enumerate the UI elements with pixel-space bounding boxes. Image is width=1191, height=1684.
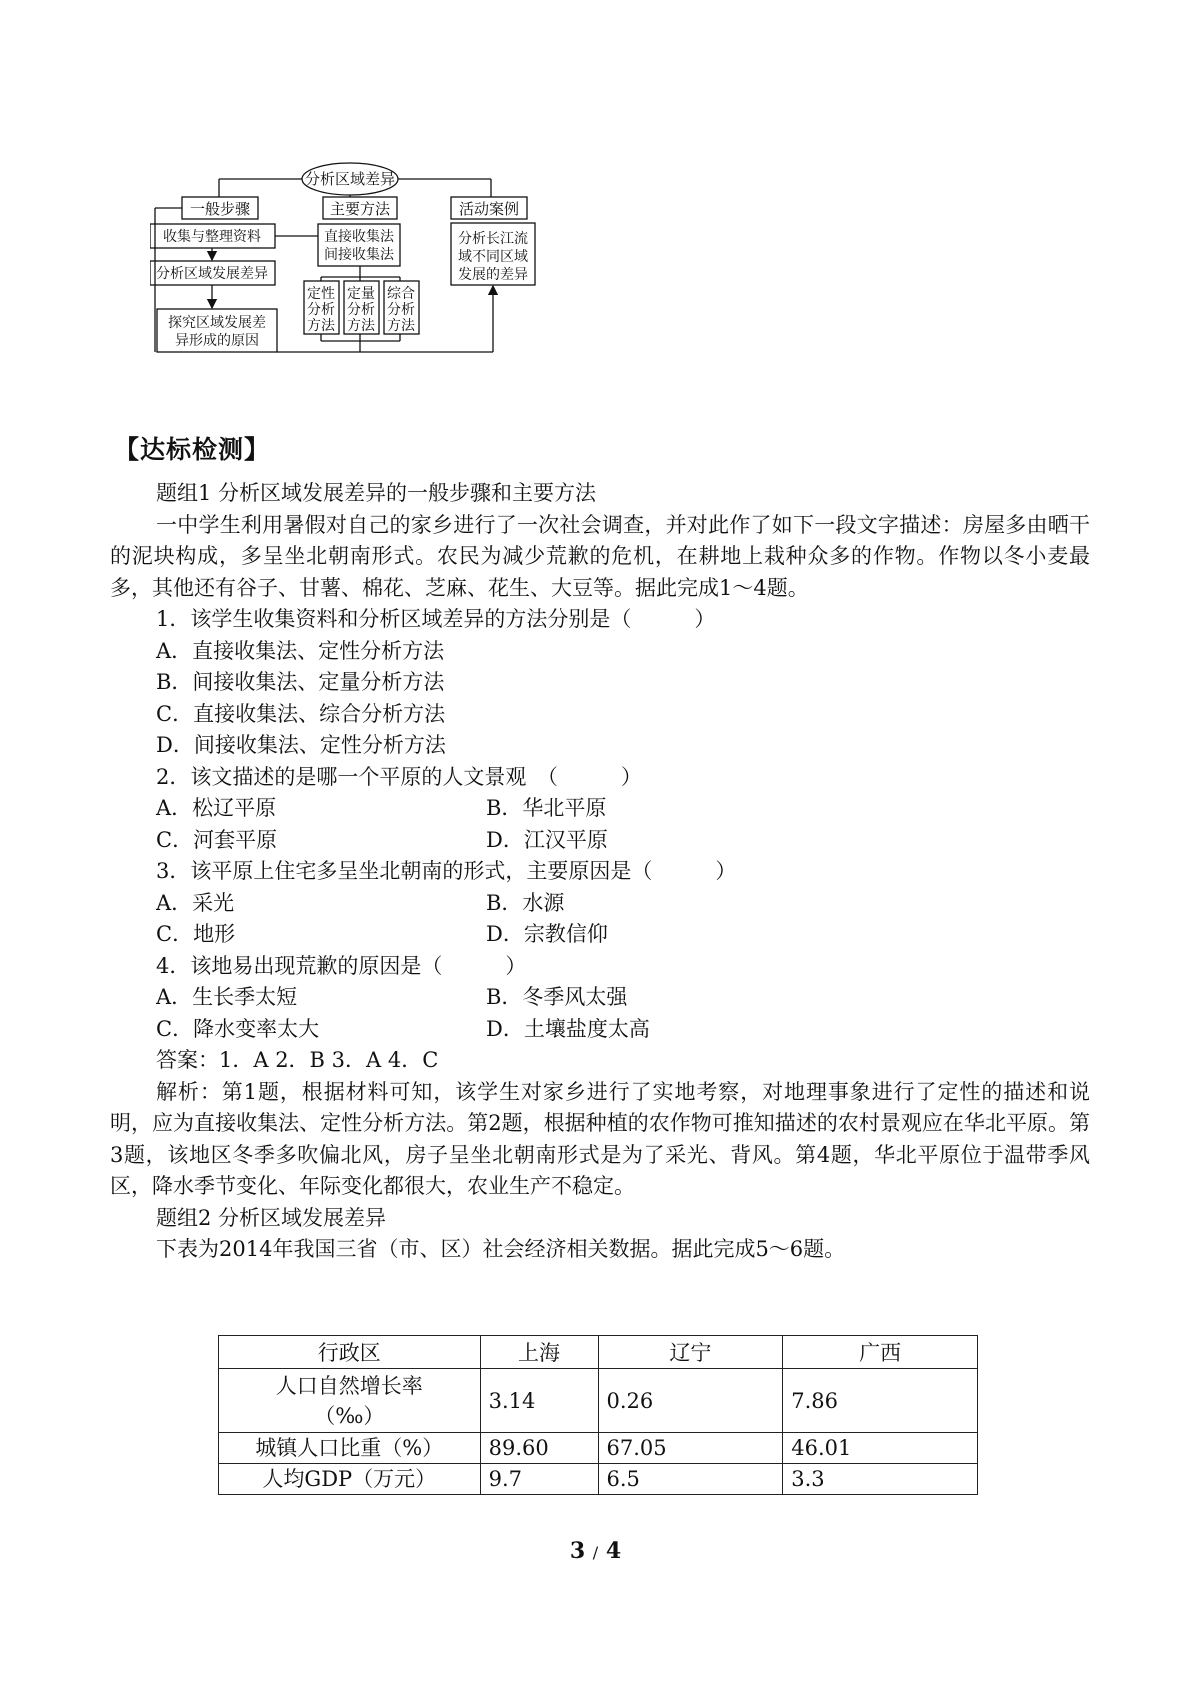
table-header-cell: 广西 (783, 1336, 978, 1369)
flowchart-svg (150, 160, 550, 392)
q4-options-row2 (110, 1014, 1090, 1046)
diagram-m3-l2: 分析 (387, 302, 415, 318)
q1-stem: 1．该学生收集资料和分析区域差异的方法分别是（ ） (156, 607, 716, 631)
table-header-cell: 行政区 (219, 1336, 481, 1369)
question-content (110, 478, 1090, 1266)
table-header-cell: 上海 (480, 1336, 598, 1369)
page-separator: / (592, 1543, 599, 1562)
diagram-m2-l1: 定量 (347, 286, 375, 302)
diagram-m3-l3: 方法 (387, 318, 415, 334)
q3-option-a: A．采光 (156, 890, 235, 915)
diagram-step1: 收集与整理资料 (163, 229, 261, 245)
q1-option-a: A．直接收集法、定性分析方法 (156, 638, 445, 663)
diagram-top-label: 分析区域差异 (304, 170, 396, 188)
table-cell: 3.3 (783, 1464, 978, 1495)
group1-intro: 一中学生利用暑假对自己的家乡进行了一次社会调查，并对此作了如下一段文字描述：房屋多由晒干的泥块构成，多呈坐北朝南形式。农民为减少荒歉的危机，在耕地上栽种众多的作物。作物以冬小麦最多，其他还有谷子、甘薯、棉花、芝麻、花生、大豆等。据此完成1～4题。 (110, 512, 1090, 600)
table-row (219, 1433, 978, 1464)
q3-option-b: B．水源 (486, 890, 565, 915)
q2-options-row1 (110, 793, 1090, 825)
q4-option-b: B．冬季风太强 (486, 985, 628, 1009)
q2-option-a: A．松辽平原 (156, 796, 277, 820)
table-cell: 9.7 (480, 1464, 598, 1495)
q1-option-b: B．间接收集法、定量分析方法 (156, 670, 445, 694)
diagram-steps-label: 一般步骤 (189, 200, 251, 218)
diagram-case-l3: 发展的差异 (458, 267, 528, 283)
diagram-case-l2: 域不同区域 (458, 249, 528, 265)
page-total: 4 (605, 1538, 622, 1564)
page-number (0, 1538, 1191, 1564)
group2-intro: 下表为2014年我国三省（市、区）社会经济相关数据。据此完成5～6题。 (156, 1237, 846, 1261)
diagram-m1-l2: 分析 (307, 302, 335, 318)
table-cell: 89.60 (480, 1433, 598, 1464)
diagram-m2-l3: 方法 (347, 318, 375, 334)
q2-stem: 2．该文描述的是哪一个平原的人文景观 （ ） (156, 764, 642, 789)
analysis-paragraph: 解析：第1题，根据材料可知，该学生对家乡进行了实地考察，对地理事象进行了定性的描述和说明，应为直接收集法、定性分析方法。第2题，根据种植的农作物可推知描述的农村景观应在华北平原。第3题，该地区冬季多吹偏北风，房子呈坐北朝南形式是为了采光、背风。第4题，华北平原位于温带季风区，降水季节变化、年际变化都很大，农业生产不稳定。 (110, 1079, 1090, 1198)
q4-options-row1 (110, 982, 1090, 1014)
q4-stem: 4．该地易出现荒歉的原因是（ ） (156, 953, 527, 978)
diagram-step2: 分析区域发展差异 (156, 266, 268, 282)
q1-option-d: D．间接收集法、定性分析方法 (156, 733, 446, 757)
q2-option-b: B．华北平原 (486, 796, 607, 820)
diagram-m1-l3: 方法 (307, 318, 335, 334)
section-title: 【达标检测】 (114, 435, 271, 464)
group2-title: 题组2 分析区域发展差异 (156, 1205, 387, 1230)
diagram-step3-l1: 探究区域发展差 (168, 315, 266, 331)
q3-option-c: C．地形 (156, 922, 236, 946)
diagram-collect-l1: 直接收集法 (324, 229, 394, 245)
answer-line: 答案：1．A 2．B 3．A 4．C (156, 1048, 439, 1072)
table-row (219, 1464, 978, 1495)
diagram-m2-l2: 分析 (347, 302, 375, 318)
q3-options-row1 (110, 888, 1090, 920)
table-cell: 3.14 (480, 1369, 598, 1433)
table-row-label: 人均GDP（万元） (219, 1464, 481, 1495)
row-label-line1: 人口自然增长率 (275, 1373, 423, 1398)
diagram-methods-label: 主要方法 (329, 200, 391, 218)
table-row (219, 1369, 978, 1433)
group1-title: 题组1 分析区域发展差异的一般步骤和主要方法 (156, 481, 597, 505)
method-flowchart (150, 160, 550, 392)
diagram-collect-l2: 间接收集法 (324, 247, 394, 263)
q4-option-c: C．降水变率太大 (156, 1016, 320, 1041)
q3-stem: 3．该平原上住宅多呈坐北朝南的形式，主要原因是（ ） (156, 859, 737, 883)
table-header-row (219, 1336, 978, 1369)
table-row-label: 城镇人口比重（%） (219, 1433, 481, 1464)
q2-option-c: C．河套平原 (156, 827, 278, 852)
economy-data-table (218, 1335, 978, 1495)
q2-option-d: D．江汉平原 (486, 827, 608, 852)
table-cell: 67.05 (598, 1433, 783, 1464)
q4-option-d: D．土壤盐度太高 (486, 1016, 650, 1041)
table-header-cell: 辽宁 (598, 1336, 783, 1369)
diagram-case-l1: 分析长江流 (458, 231, 528, 247)
q2-options-row2 (110, 825, 1090, 857)
table-cell: 0.26 (598, 1369, 783, 1433)
table-cell: 6.5 (598, 1464, 783, 1495)
q3-options-row2 (110, 919, 1090, 951)
page-current: 3 (569, 1538, 586, 1564)
table-cell: 7.86 (783, 1369, 978, 1433)
q1-option-c: C．直接收集法、综合分析方法 (156, 701, 446, 726)
table-cell: 46.01 (783, 1433, 978, 1464)
q3-option-d: D．宗教信仰 (486, 922, 608, 946)
row-label-line2: （‰） (314, 1403, 385, 1428)
q4-option-a: A．生长季太短 (156, 985, 298, 1009)
table-row-label (219, 1369, 481, 1433)
diagram-m3-l1: 综合 (387, 286, 415, 302)
diagram-cases-label: 活动案例 (458, 200, 520, 218)
diagram-m1-l1: 定性 (307, 286, 335, 302)
diagram-step3-l2: 异形成的原因 (175, 333, 259, 349)
